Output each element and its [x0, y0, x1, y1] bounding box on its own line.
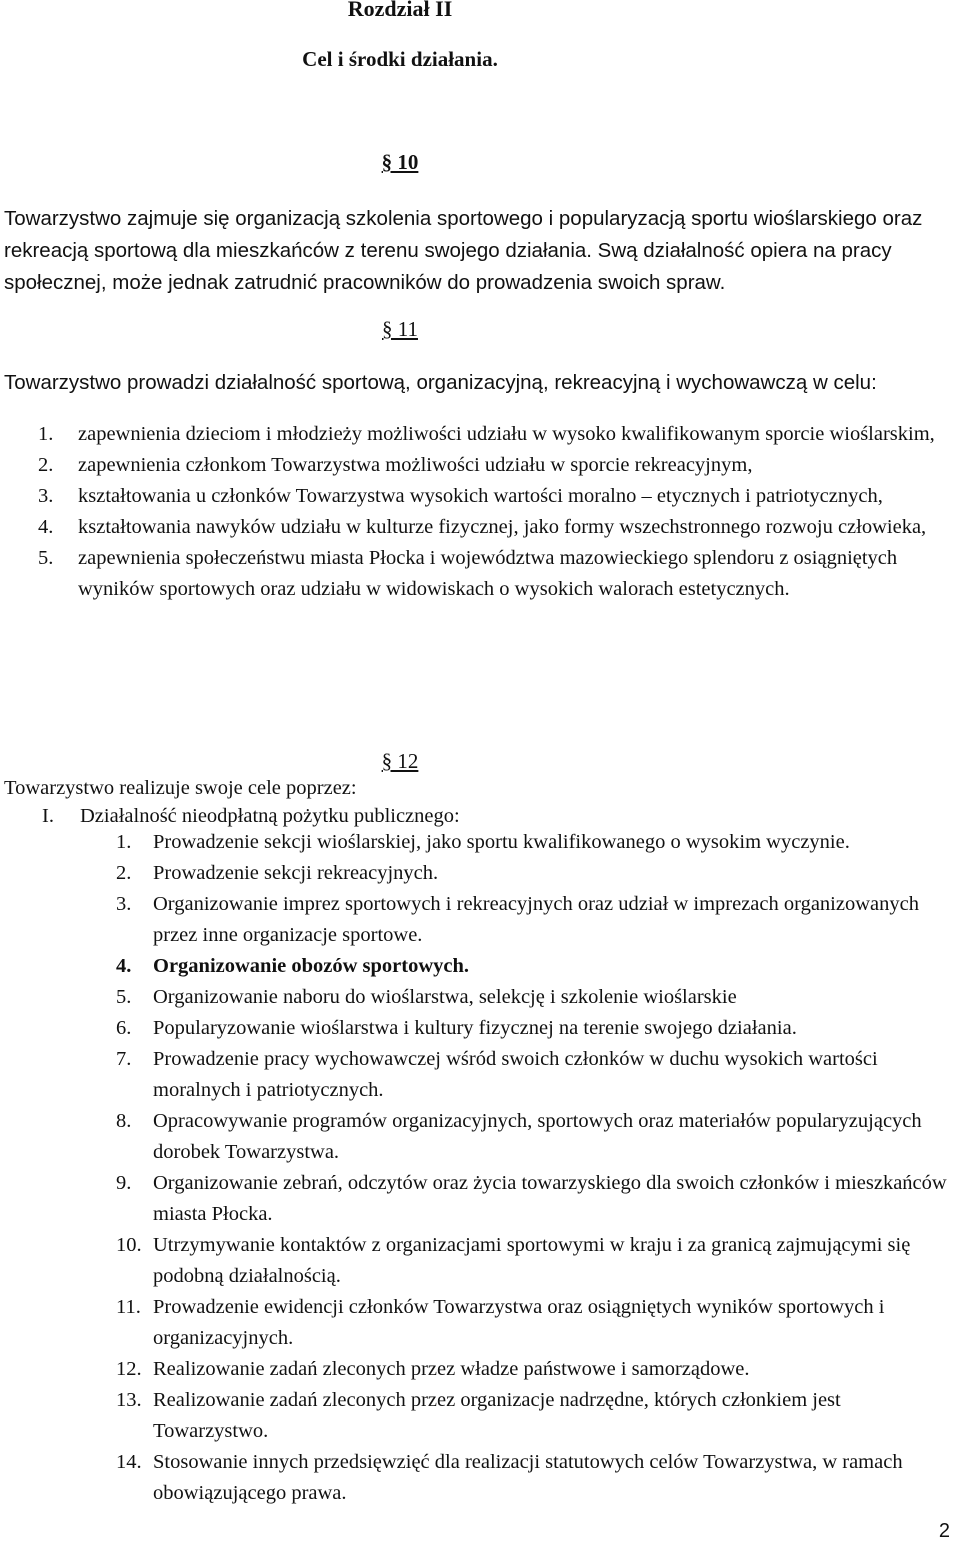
list-item-text: Organizowanie zebrań, odczytów oraz życia towarzyskiego dla swoich członków i mieszkańców miasta Płocka.: [153, 1172, 947, 1225]
chapter-subtitle: Cel i środki działania.: [302, 47, 498, 71]
section-12-intro: Towarzystwo realizuje swoje cele poprzez:: [4, 777, 357, 799]
list-item-number: 12.: [116, 1358, 142, 1380]
list-item-number: 14.: [116, 1451, 142, 1473]
list-item-text: Realizowanie zadań zleconych przez organizacje nadrzędne, których członkiem jest Towarzystwo.: [153, 1389, 841, 1442]
list-item: [0, 827, 955, 858]
subheading-number: I.: [42, 805, 54, 827]
list-item-text: kształtowania u członków Towarzystwa wysokich wartości moralno – etycznych i patriotycznych,: [78, 485, 883, 507]
list-item: [0, 1354, 955, 1385]
list-item-text: Stosowanie innych przedsięwzięć dla realizacji statutowych celów Towarzystwa, w ramach obowiązującego prawa.: [153, 1451, 903, 1504]
list-item-text: Prowadzenie sekcji rekreacyjnych.: [153, 862, 439, 884]
list-item-number: 1.: [116, 831, 132, 853]
list-item-number: 4.: [116, 955, 132, 977]
list-item: [4, 512, 954, 543]
list-item: [4, 481, 954, 512]
subheading-text: Działalność nieodpłatną pożytku publicznego:: [80, 805, 460, 827]
section-11-heading: § 11: [382, 317, 418, 341]
list-item-number: 6.: [116, 1017, 132, 1039]
list-item: [0, 1106, 955, 1168]
list-item-text: Organizowanie obozów sportowych.: [153, 955, 470, 977]
list-item-number: 9.: [116, 1172, 132, 1194]
list-item-number: 4.: [38, 516, 54, 538]
list-item-text: Popularyzowanie wioślarstwa i kultury fizycznej na terenie swojego działania.: [153, 1017, 797, 1039]
list-item-text: Prowadzenie pracy wychowawczej wśród swoich członków w duchu wysokich wartości moralnych i patriotycznych.: [153, 1048, 878, 1101]
chapter-heading: Rozdział II: [347, 0, 453, 21]
list-item-number: 5.: [38, 547, 54, 569]
section-12-heading: § 12: [381, 749, 419, 773]
list-item-text: kształtowania nawyków udziału w kulturze fizycznej, jako formy wszechstronnego rozwoju człowieka,: [78, 516, 927, 538]
section-10-text: Towarzystwo zajmuje się organizacją szkolenia sportowego i popularyzacją sportu wioślarskiego oraz rekreacją sportową dla mieszkańców z terenu swojego działania. Swą działalność opiera na pracy społecznej, może jednak zatrudnić pracowników do prowadzenia swoich spraw.: [4, 207, 923, 294]
section-10-heading: § 10: [381, 150, 419, 174]
list-item-number: 3.: [116, 893, 132, 915]
list-item-text: zapewnienia dzieciom i młodzieży możliwości udziału w wysoko kwalifikowanym sporcie wioślarskim,: [78, 423, 935, 445]
list-item-text: zapewnienia członkom Towarzystwa możliwości udziału w sporcie rekreacyjnym,: [78, 454, 753, 476]
list-item-number: 11.: [116, 1296, 141, 1318]
list-item: [4, 543, 954, 605]
page-number: 2: [938, 1520, 950, 1542]
list-item-text: Realizowanie zadań zleconych przez władze państwowe i samorządowe.: [153, 1358, 750, 1380]
list-item-number: 8.: [116, 1110, 132, 1132]
list-item: [0, 1385, 955, 1447]
list-item-text: Organizowanie imprez sportowych i rekreacyjnych oraz udział w imprezach organizowanych przez inne organizacje sportowe.: [153, 893, 919, 946]
list-item: [4, 419, 954, 450]
list-item: [4, 450, 954, 481]
list-item-text: Opracowywanie programów organizacyjnych, sportowych oraz materiałów popularyzujących dorobek Towarzystwa.: [153, 1110, 922, 1163]
list-item-text: Organizowanie naboru do wioślarstwa, selekcję i szkolenie wioślarskie: [153, 986, 737, 1008]
list-item: [0, 1447, 955, 1509]
list-item: [0, 982, 955, 1013]
list-item-number: 2.: [38, 454, 54, 476]
list-item-text: Utrzymywanie kontaktów z organizacjami sportowymi w kraju i za granicą zajmującymi się podobną działalnością.: [153, 1234, 911, 1287]
list-item: [0, 1013, 955, 1044]
list-item-number: 2.: [116, 862, 132, 884]
list-item-number: 3.: [38, 485, 54, 507]
list-item: [0, 1292, 955, 1354]
list-item: [0, 951, 955, 982]
list-item: [0, 858, 955, 889]
section-11-intro: Towarzystwo prowadzi działalność sportową, organizacyjną, rekreacyjną i wychowawczą w celu:: [4, 371, 877, 394]
list-item-number: 1.: [38, 423, 54, 445]
list-item: [0, 1044, 955, 1106]
section-12-list: [0, 827, 955, 1509]
section-11-list: [4, 419, 954, 605]
list-item-text: zapewnienia społeczeństwu miasta Płocka i województwa mazowieckiego splendoru z osiągniętych wyników sportowych oraz udziału w widowiskach o wysokich walorach estetycznych.: [78, 547, 898, 600]
list-item: [0, 889, 955, 951]
list-item: [0, 1230, 955, 1292]
list-item-number: 13.: [116, 1389, 142, 1411]
list-item-number: 10.: [116, 1234, 142, 1256]
list-item: [0, 1168, 955, 1230]
list-item-number: 5.: [116, 986, 132, 1008]
list-item-number: 7.: [116, 1048, 132, 1070]
list-item-text: Prowadzenie sekcji wioślarskiej, jako sportu kwalifikowanego o wysokim wyczynie.: [153, 831, 850, 853]
list-item-text: Prowadzenie ewidencji członków Towarzystwa oraz osiągniętych wyników sportowych i organizacyjnych.: [153, 1296, 885, 1349]
